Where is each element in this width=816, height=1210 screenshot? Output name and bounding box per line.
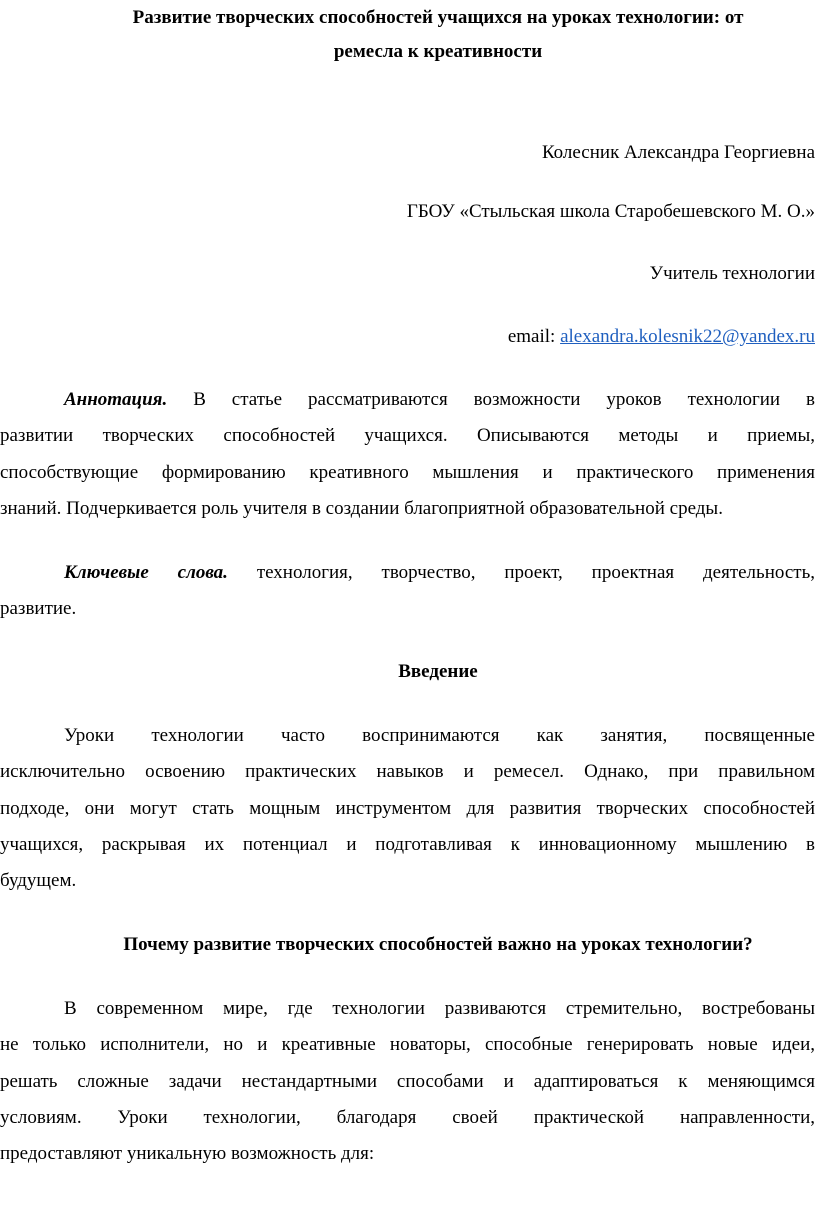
intro-line-3: подходе, они могут стать мощным инструментом для развития творческих способностей	[0, 798, 815, 819]
section2-heading: Почему развитие творческих способностей важно на уроках технологии?	[123, 934, 753, 955]
section2-line-3: решать сложные задачи нестандартными способами и адаптироваться к меняющимся	[0, 1071, 815, 1092]
section2-line-4: условиям. Уроки технологии, благодаря своей практической направленности,	[0, 1107, 815, 1128]
annotation-line-2: развитии творческих способностей учащихся. Описываются методы и приемы,	[0, 425, 815, 446]
keywords-label: Ключевые слова.	[64, 562, 228, 583]
author-name: Колесник Александра Георгиевна	[541, 142, 815, 163]
annotation-text-1: В статье рассматриваются возможности уроков технологии в	[193, 389, 816, 410]
section2-line-5: предоставляют уникальную возможность для:	[0, 1143, 375, 1164]
title-line-1: Развитие творческих способностей учащихся на уроках технологии: от	[132, 7, 744, 28]
intro-line-5: будущем.	[0, 870, 77, 891]
annotation-label: Аннотация.	[64, 389, 168, 410]
author-email-line	[508, 325, 815, 349]
intro-line-1: Уроки технологии часто воспринимаются как занятия, посвященные	[64, 725, 815, 746]
keywords-line-2: развитие.	[0, 598, 77, 619]
annotation-line-4: знаний. Подчеркивается роль учителя в создании благоприятной образовательной среды.	[0, 498, 723, 519]
author-position: Учитель технологии	[649, 263, 815, 284]
author-organization: ГБОУ «Стыльская школа Старобешевского М. О.»	[406, 201, 815, 222]
keywords-text-1: технология, творчество, проект, проектная деятельность,	[256, 562, 815, 583]
email-link[interactable]: alexandra.kolesnik22@yandex.ru	[560, 326, 815, 347]
intro-heading: Введение	[398, 661, 478, 682]
annotation-line-1	[64, 388, 815, 412]
section2-line-1: В современном мире, где технологии развиваются стремительно, востребованы	[64, 998, 815, 1019]
email-label: email:	[507, 326, 556, 347]
annotation-line-3: способствующие формированию креативного мышления и практического применения	[0, 462, 815, 483]
keywords-line-1	[64, 561, 815, 585]
intro-line-2: исключительно освоению практических навыков и ремесел. Однако, при правильном	[0, 761, 815, 782]
intro-line-4: учащихся, раскрывая их потенциал и подготавливая к инновационному мышлению в	[0, 834, 815, 855]
section2-line-2: не только исполнители, но и креативные новаторы, способные генерировать новые идеи,	[0, 1034, 815, 1055]
title-line-2: ремесла к креативности	[333, 41, 543, 62]
